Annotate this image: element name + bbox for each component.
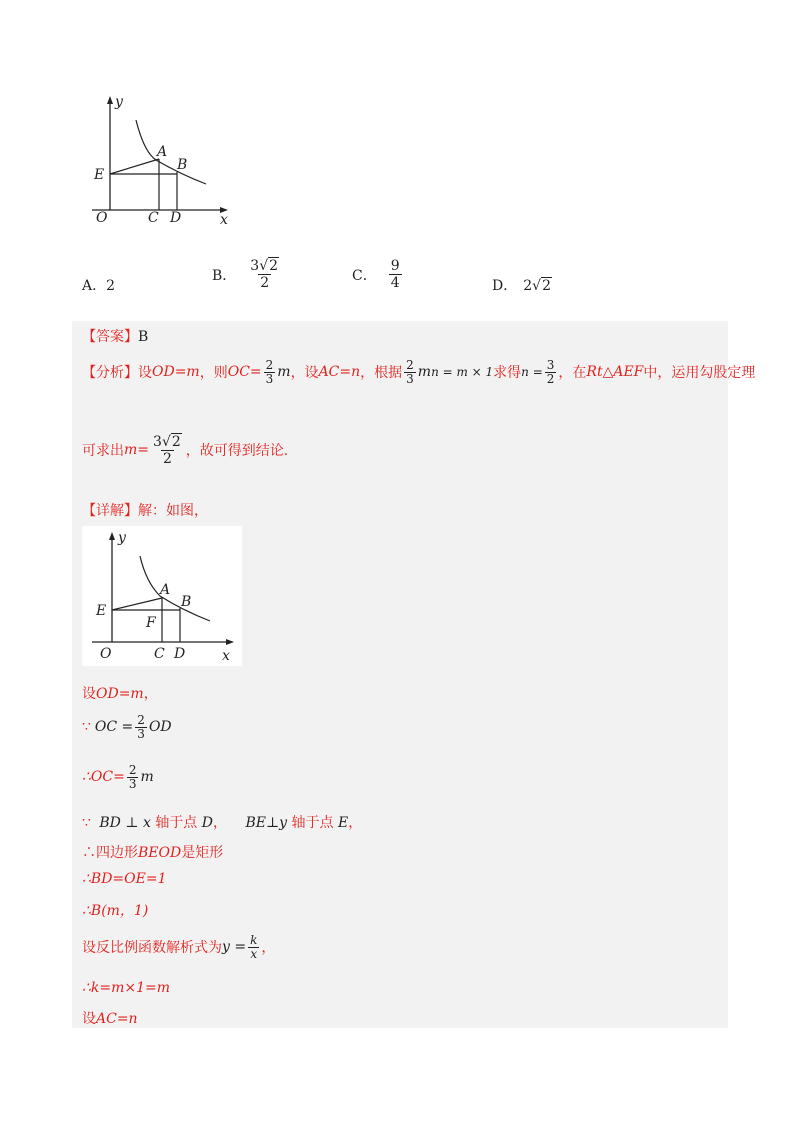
detail-step-1: 设OD=m， bbox=[82, 686, 158, 702]
option-a: A．2 bbox=[82, 278, 116, 294]
detail-step-3: ∴OC= $\frac{2}{3}$ m bbox=[82, 762, 154, 791]
detail-step-10: 设AC=n bbox=[82, 1011, 138, 1027]
fig2-label-f: F bbox=[146, 615, 156, 631]
analysis-line-1: 【分析】 设 OD=m ，则 OC= $\frac{2}{3}$ m ，设 AC=n ，根据 $\frac{2}{3}$ m n = m × 1 求得 n = $\frac{3}{2}$ ，在 Rt△AEF 中，运用勾股定理 bbox=[82, 357, 756, 386]
fig1-label-o: O bbox=[96, 210, 108, 226]
fig1-label-c: C bbox=[148, 210, 159, 226]
detail-step-6: ∴BD=OE=1 bbox=[82, 871, 167, 887]
fig1-label-b: B bbox=[177, 157, 188, 173]
fig1-label-x: x bbox=[220, 212, 228, 228]
fig2-label-d: D bbox=[174, 646, 186, 662]
figure-graph-1 bbox=[84, 92, 244, 232]
fig2-label-x: x bbox=[222, 648, 230, 664]
option-c: C． $\frac{9}{4}$ bbox=[352, 258, 400, 291]
fig1-label-y: y bbox=[115, 94, 123, 110]
fig1-label-e: E bbox=[94, 167, 105, 183]
figure-graph-2 bbox=[82, 526, 242, 666]
detail-step-2: ∵ OC = $\frac{2}{3}$ OD bbox=[82, 712, 172, 741]
detail-step-9: ∴k=m×1=m bbox=[82, 980, 171, 996]
fig2-label-b: B bbox=[181, 594, 192, 610]
answer-line: 【答案】B bbox=[82, 329, 149, 345]
option-b: B． $\frac{3√2}{2}$ bbox=[212, 258, 283, 291]
fig2-label-y: y bbox=[118, 530, 126, 546]
analysis-line-2: 可求出 m= $\frac{3√2}{2}$ ，故可得到结论. bbox=[82, 433, 289, 467]
fig2-label-a: A bbox=[160, 582, 171, 598]
option-c-fraction: $\frac{9}{4}$ bbox=[390, 258, 400, 291]
fig1-label-a: A bbox=[157, 144, 168, 160]
detail-heading: 【详解】解：如图， bbox=[82, 503, 208, 519]
option-b-fraction: $\frac{3√2}{2}$ bbox=[250, 258, 279, 291]
fig2-label-c: C bbox=[154, 646, 165, 662]
detail-step-4: ∵ BD ⊥ x 轴于点 D， BE⊥y 轴于点 E， bbox=[82, 815, 363, 831]
detail-step-7: ∴B(m，1) bbox=[82, 903, 149, 919]
detail-step-8: 设反比例函数解析式为 y = $\frac{k}{x}$ ， bbox=[82, 932, 276, 961]
detail-step-5: ∴四边形BEOD是矩形 bbox=[82, 845, 224, 861]
fig1-label-d: D bbox=[170, 210, 182, 226]
fig2-label-o: O bbox=[100, 646, 112, 662]
fig2-label-e: E bbox=[96, 603, 107, 619]
option-d: D． 2√2 bbox=[492, 278, 551, 294]
